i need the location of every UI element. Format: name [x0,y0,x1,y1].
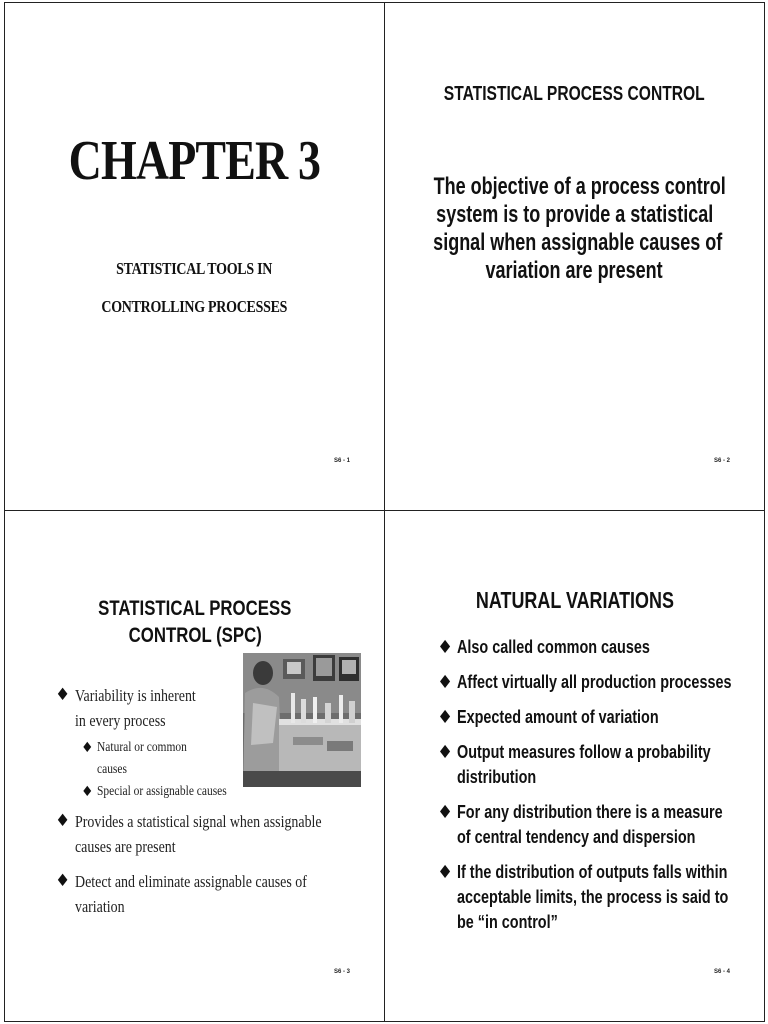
slide-heading: STATISTICAL PROCESS CONTROL (SPC) [98,597,292,647]
sub-list-item: ♦ Special or assignable causes [81,781,345,803]
slide-number: S6 - 4 [713,969,730,975]
chapter-subtitle-line2: CONTROLLING PROCESSES [101,297,288,316]
diamond-bullet-icon: ♦ [55,685,71,705]
diamond-bullet-icon: ♦ [55,871,71,891]
list-item: ♦ Output measures follow a probability distribution [437,742,711,787]
list-item: ♦ Expected amount of variation [437,707,659,728]
natural-variations-list [437,635,747,945]
diamond-bullet-icon: ♦ [437,707,454,728]
slide-number: S6 - 1 [333,458,350,464]
diamond-bullet-icon: ♦ [81,784,94,800]
list-item: ♦ Variability is inherent in every process [55,685,196,730]
slide-3 [4,510,385,1022]
slide-heading: NATURAL VARIATIONS [475,587,674,613]
chapter-subtitle-line1: STATISTICAL TOOLS IN [116,259,273,278]
list-item: ♦ Also called common causes [437,637,650,658]
list-item: ♦ Provides a statistical signal when assignable causes are present [55,811,322,856]
list-item: ♦ Detect and eliminate assignable causes of variation [55,871,307,916]
diamond-bullet-icon: ♦ [437,742,454,763]
diamond-bullet-icon: ♦ [55,811,71,831]
list-item: ♦ If the distribution of outputs falls within acceptable limits, the process is said to be “in control” [437,862,729,932]
slide-heading: STATISTICAL PROCESS CONTROL [444,83,705,105]
slide-number: S6 - 3 [333,969,350,975]
diamond-bullet-icon: ♦ [437,802,454,823]
slide-4 [384,510,765,1022]
slide-2 [384,2,765,511]
sub-list-item: ♦ Natural or common causes [81,737,345,781]
slide-number: S6 - 2 [713,458,730,464]
objective-text: The objective of a process control system is to provide a statistical signal when assignable causes of variation are present [433,173,726,284]
slide-1 [4,2,385,511]
spc-bullet-list [55,683,345,923]
diamond-bullet-icon: ♦ [437,672,454,693]
diamond-bullet-icon: ♦ [81,740,94,756]
list-item: ♦ Affect virtually all production processes [437,672,732,693]
diamond-bullet-icon: ♦ [437,637,454,658]
chapter-title: CHAPTER 3 [68,130,321,192]
list-item: ♦ For any distribution there is a measure of central tendency and dispersion [437,802,723,847]
diamond-bullet-icon: ♦ [437,862,454,883]
